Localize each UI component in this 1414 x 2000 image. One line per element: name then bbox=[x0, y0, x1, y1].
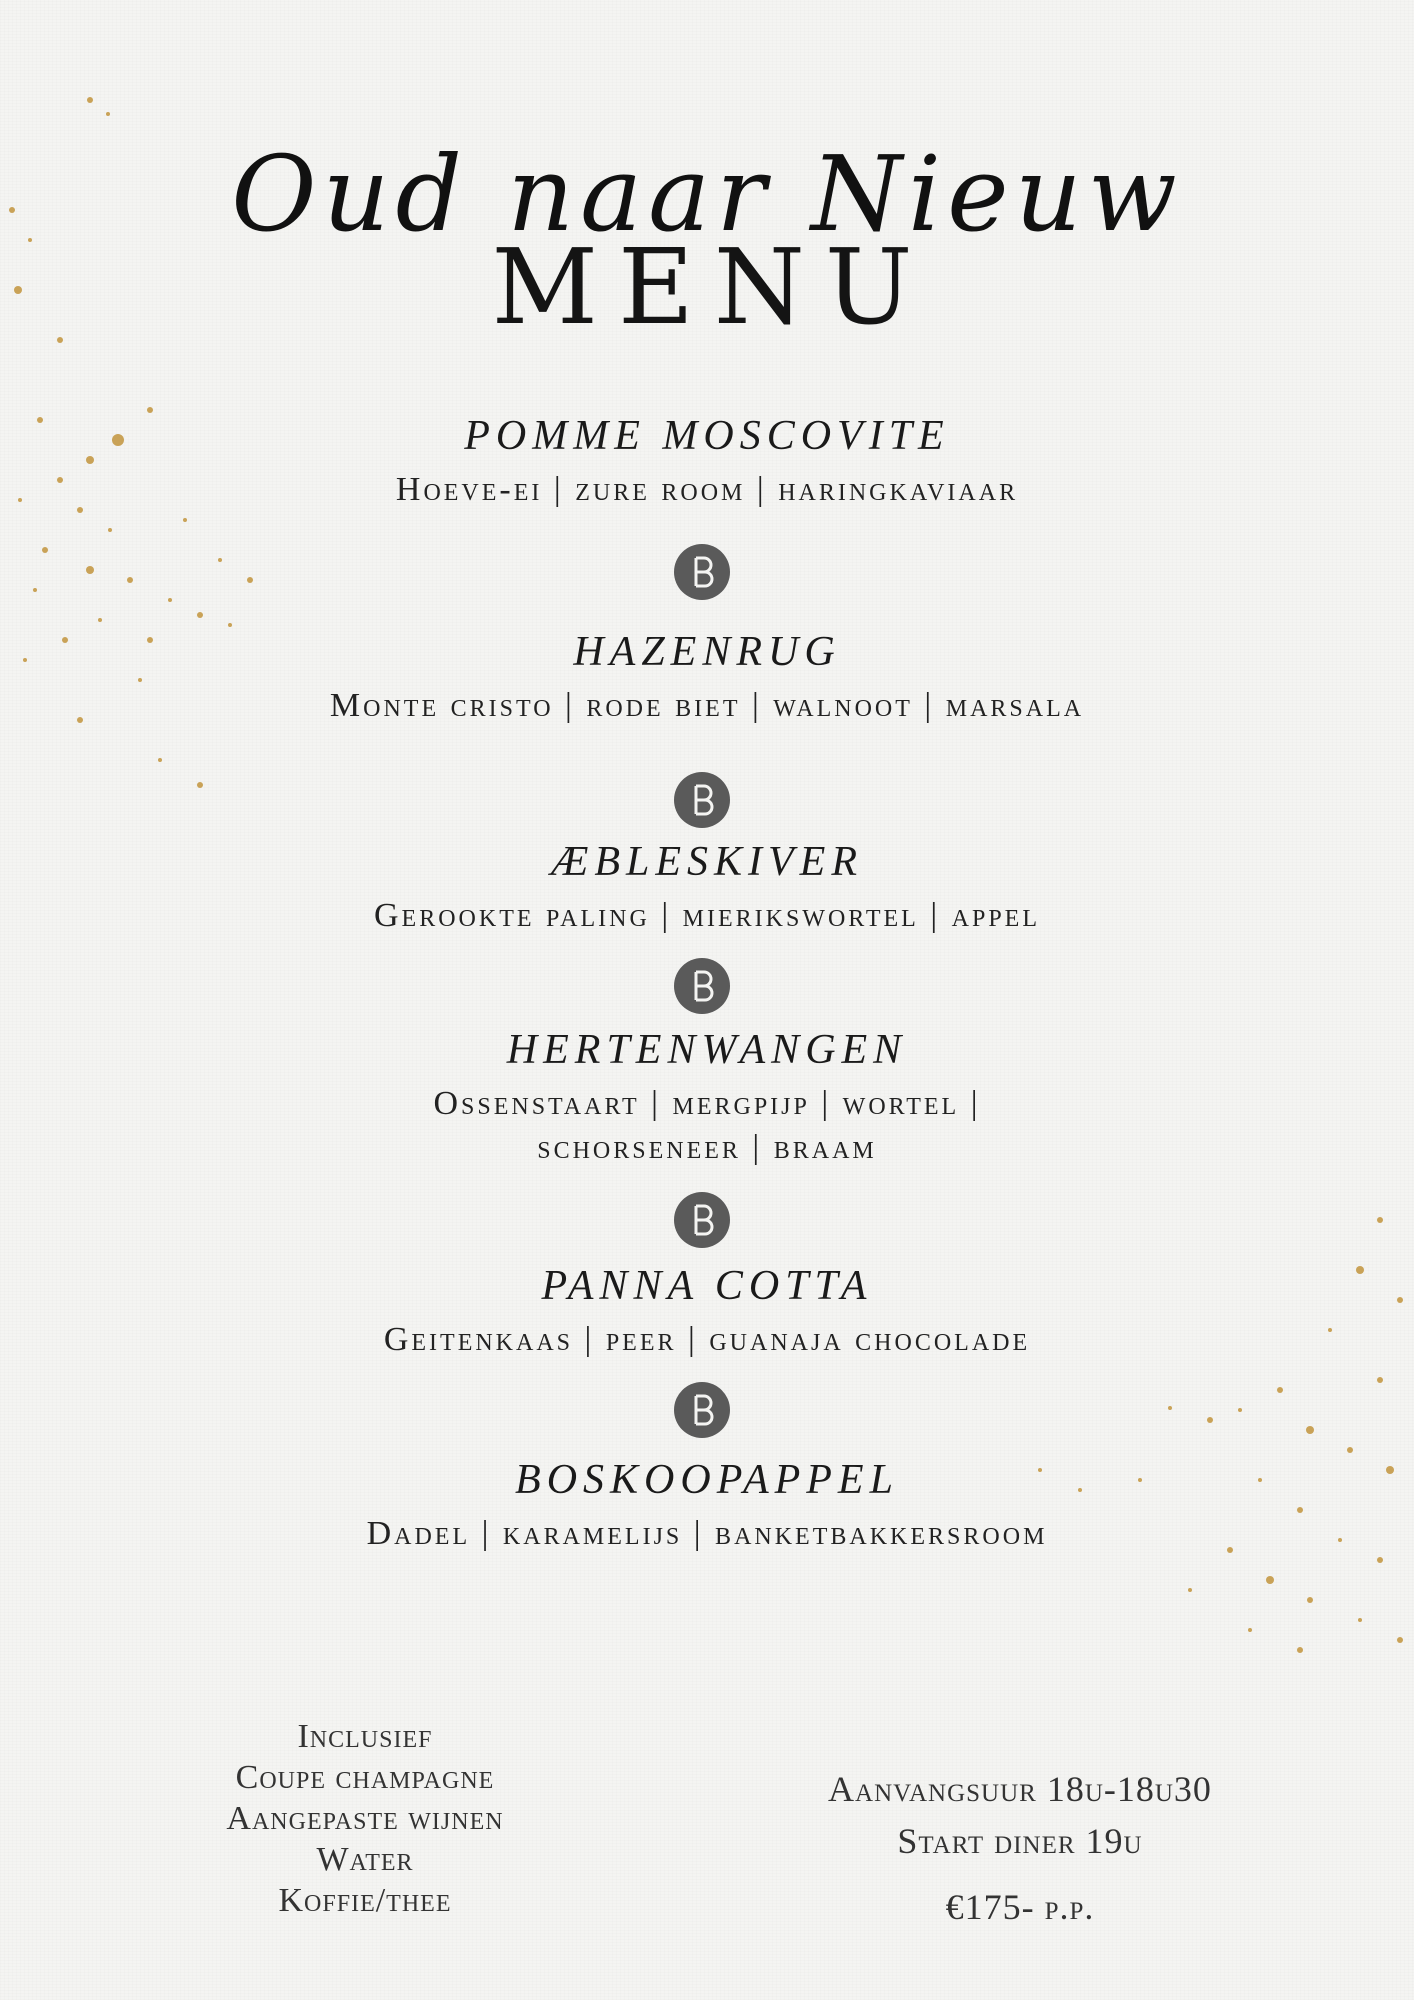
course-item bbox=[0, 1262, 1414, 1362]
b-logo-icon bbox=[674, 1192, 730, 1248]
course-description: Dadel | karamelijs | banketbakkersroom bbox=[366, 1515, 1048, 1553]
course-description: Monte cristo | rode biet | walnoot | marsala bbox=[329, 687, 1085, 725]
course-description: Gerookte paling | mierikswortel | appel bbox=[374, 897, 1040, 935]
gold-splatter-right bbox=[980, 1180, 1414, 1660]
included-item: Coupe champagne bbox=[235, 1759, 495, 1796]
script-title: Oud naar Nieuw bbox=[231, 133, 1183, 255]
included-item: Aangepaste wijnen bbox=[226, 1800, 504, 1837]
course-title: HAZENRUG bbox=[573, 629, 841, 675]
event-info bbox=[760, 1763, 1280, 1933]
price: €175- p.p. bbox=[945, 1887, 1095, 1927]
b-logo-icon bbox=[674, 1382, 730, 1438]
arrival-time: Aanvangsuur 18u-18u30 bbox=[828, 1769, 1212, 1809]
b-logo-icon bbox=[674, 544, 730, 600]
course-item bbox=[0, 1456, 1414, 1556]
course-item bbox=[0, 628, 1414, 728]
included-item: Water bbox=[316, 1841, 414, 1878]
included-item: Koffie/thee bbox=[278, 1882, 452, 1919]
course-title: PANNA COTTA bbox=[541, 1263, 873, 1309]
b-logo-icon bbox=[674, 772, 730, 828]
course-item bbox=[0, 1026, 1414, 1170]
course-title: BOSKOOPAPPEL bbox=[515, 1457, 899, 1503]
included-heading: Inclusief bbox=[297, 1718, 433, 1755]
menu-title: MENU bbox=[491, 226, 933, 348]
included-list bbox=[160, 1716, 570, 1921]
course-item bbox=[0, 412, 1414, 512]
course-title: HERTENWANGEN bbox=[506, 1027, 908, 1073]
dinner-start-time: Start diner 19u bbox=[897, 1821, 1143, 1861]
course-description: Geitenkaas | peer | guanaja chocolade bbox=[383, 1321, 1031, 1359]
course-description: Ossenstaart | mergpijp | wortel | schorseneer | braam bbox=[433, 1085, 981, 1167]
course-item bbox=[0, 838, 1414, 938]
course-title: POMME MOSCOVITE bbox=[464, 413, 950, 459]
course-description: Hoeve-ei | zure room | haringkaviaar bbox=[395, 471, 1019, 509]
course-title: ÆBLESKIVER bbox=[551, 839, 863, 885]
b-logo-icon bbox=[674, 958, 730, 1014]
